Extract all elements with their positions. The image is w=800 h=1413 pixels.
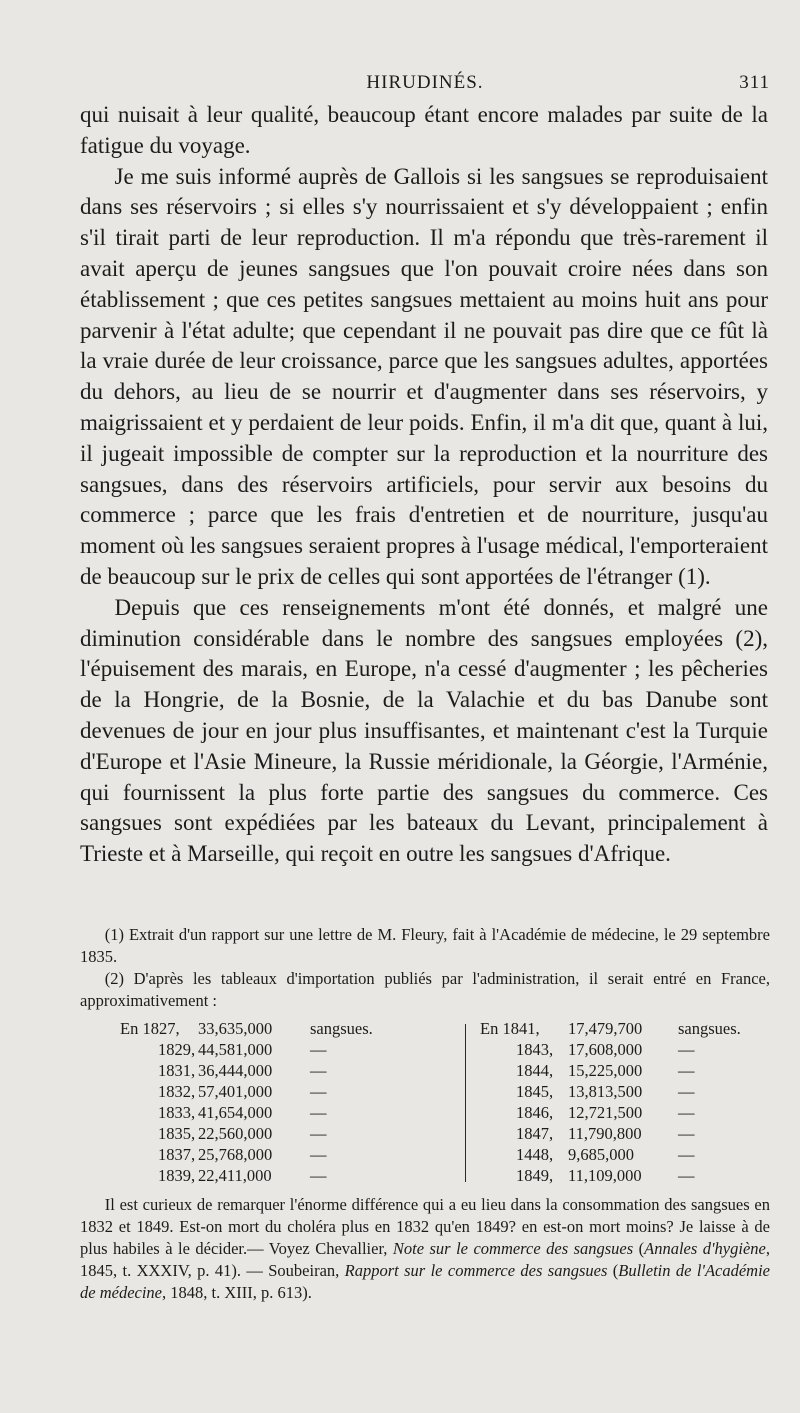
- import-column-right: [480, 1018, 780, 1186]
- unit: sangsues.: [310, 1019, 373, 1038]
- import-table: [120, 1018, 760, 1188]
- paragraph-3: Depuis que ces renseignements m'ont été donnés, et malgré une diminution considérable dans le nombre des sangsues employées (2), l'épuisement des marais, en Europe, n'a cessé d'augmenter ; les pêcheries de la Hongrie, de la Bosnie, de la Valachie et du bas Danube sont devenues de jour en jour plus insuffisantes, et maintenant c'est la Turquie d'Europe et l'Asie Mineure, la Russie méridionale, la Géorgie, l'Arménie, qui fournissent la plus forte partie des sangsues du commerce. Ces sangsues sont expédiées par les bateaux du Levant, principalement à Trieste et à Marseille, qui reçoit en outre les sangsues d'Afrique.: [80, 594, 768, 867]
- text-run: , 1845, t. XXXIV, p. 41). — Soubeiran,: [80, 1239, 770, 1280]
- table-row: [480, 1081, 780, 1102]
- unit: —: [678, 1061, 695, 1080]
- table-row: [120, 1081, 455, 1102]
- italic-title: Rapport sur le commerce des sangsues: [344, 1261, 608, 1280]
- year: 1829,: [158, 1040, 196, 1059]
- count: 11,109,000: [568, 1166, 642, 1185]
- count: 41,654,000: [198, 1103, 273, 1122]
- page-number: 311: [739, 72, 770, 93]
- footnotes: [80, 924, 770, 1304]
- year: 1833,: [158, 1103, 196, 1122]
- table-row: [480, 1102, 780, 1123]
- count: 13,813,500: [568, 1082, 643, 1101]
- count: 17,479,700: [568, 1019, 643, 1038]
- year: 1832,: [158, 1082, 196, 1101]
- year: 1849,: [516, 1166, 554, 1185]
- italic-title: Note sur le commerce des sangsues: [392, 1239, 634, 1258]
- year: 1843,: [516, 1040, 554, 1059]
- unit: —: [678, 1103, 695, 1122]
- footnote-2-continuation: [80, 1194, 770, 1304]
- table-row: [480, 1144, 780, 1165]
- italic-title: Annales d'hygiène: [644, 1239, 766, 1258]
- count: 22,560,000: [198, 1124, 273, 1143]
- year: 1846,: [516, 1103, 554, 1122]
- running-header: [80, 72, 770, 100]
- footnote-1: (1) Extrait d'un rapport sur une lettre de M. Fleury, fait à l'Académie de médecine, le 29 septembre 1835.: [80, 925, 770, 966]
- year: 1847,: [516, 1124, 554, 1143]
- text-run: (: [633, 1239, 645, 1258]
- import-column-left: [120, 1018, 455, 1186]
- count: 44,581,000: [198, 1040, 273, 1059]
- year: 1839,: [158, 1166, 196, 1185]
- count: 12,721,500: [568, 1103, 643, 1122]
- unit: —: [310, 1082, 327, 1101]
- table-row: [480, 1123, 780, 1144]
- table-row: [120, 1102, 455, 1123]
- year: En 1827,: [120, 1019, 180, 1038]
- unit: —: [678, 1124, 695, 1143]
- year: 1448,: [516, 1145, 554, 1164]
- year: 1837,: [158, 1145, 196, 1164]
- unit: —: [310, 1166, 327, 1185]
- unit: —: [310, 1124, 327, 1143]
- count: 57,401,000: [198, 1082, 273, 1101]
- table-row: [120, 1060, 455, 1081]
- unit: —: [678, 1082, 695, 1101]
- year: 1831,: [158, 1061, 196, 1080]
- unit: —: [310, 1103, 327, 1122]
- unit: —: [678, 1166, 695, 1185]
- unit: —: [310, 1061, 327, 1080]
- table-row: [480, 1060, 780, 1081]
- table-row: [120, 1123, 455, 1144]
- footnote-2: (2) D'après les tableaux d'importation publiés par l'administration, il serait entré en France, approximativement :: [80, 969, 770, 1010]
- running-title: HIRUDINÉS.: [366, 72, 484, 93]
- unit: sangsues.: [678, 1019, 741, 1038]
- paragraph-2: Je me suis informé auprès de Gallois si les sangsues se reproduisaient dans ses réservoirs ; si elles s'y nourrissaient et s'y développaient ; enfin s'il tirait parti de leur reproduction. Il m'a répondu que très-rarement il avait aperçu de jeunes sangsues que l'on pouvait croire nées dans son établissement ; que ces petites sangsues mettaient au moins huit ans pour parvenir à l'état adulte; que cependant il ne pouvait pas dire que ce fût là la vraie durée de leur croissance, parce que les sangsues adultes, apportées du dehors, au lieu de se nourrir et d'augmenter dans ses réservoirs, y maigrissaient et y perdaient de leur poids. Enfin, il m'a dit que, quant à lui, il jugeait impossible de compter sur la reproduction et la nourriture des sangsues, dans des réservoirs artificiels, pour servir aux besoins du commerce ; parce que les frais d'entretien et de nourriture, jusqu'au moment où les sangsues seraient propres à l'usage médical, l'emporteraient de beaucoup sur le prix de celles qui sont apportées de l'étranger (1).: [80, 163, 768, 589]
- text-run: Il est curieux de remarquer l'énorme différence qui a eu lieu dans la consommation des sangsues en 1832 et 1849. Est-on mort du choléra plus en 1832 qu'en 1849? en est-on mort moins? Je laisse à de plus habiles à le décider.— Voyez Chevallier,: [80, 1195, 770, 1258]
- main-text: [80, 100, 768, 870]
- count: 33,635,000: [198, 1019, 273, 1038]
- year: 1835,: [158, 1124, 196, 1143]
- year: 1844,: [516, 1061, 554, 1080]
- paragraph-1: qui nuisait à leur qualité, beaucoup étant encore malades par suite de la fatigue du voyage.: [80, 102, 768, 158]
- count: 9,685,000: [568, 1145, 634, 1164]
- count: 22,411,000: [198, 1166, 272, 1185]
- year: 1845,: [516, 1082, 554, 1101]
- unit: —: [310, 1145, 327, 1164]
- table-row: [120, 1018, 455, 1039]
- table-row: [480, 1039, 780, 1060]
- table-row: [120, 1165, 455, 1186]
- year: En 1841,: [480, 1019, 540, 1038]
- count: 11,790,800: [568, 1124, 642, 1143]
- unit: —: [310, 1040, 327, 1059]
- italic-title: Bulletin de l'Académie de médecine: [80, 1261, 770, 1302]
- unit: —: [678, 1040, 695, 1059]
- count: 25,768,000: [198, 1145, 273, 1164]
- text-run: (: [607, 1261, 619, 1280]
- table-row: [480, 1165, 780, 1186]
- table-row: [120, 1039, 455, 1060]
- text-run: , 1848, t. XIII, p. 613).: [162, 1283, 312, 1302]
- count: 17,608,000: [568, 1040, 643, 1059]
- table-row: [120, 1144, 455, 1165]
- count: 15,225,000: [568, 1061, 643, 1080]
- column-divider: [465, 1024, 466, 1182]
- unit: —: [678, 1145, 695, 1164]
- table-row: [480, 1018, 780, 1039]
- count: 36,444,000: [198, 1061, 273, 1080]
